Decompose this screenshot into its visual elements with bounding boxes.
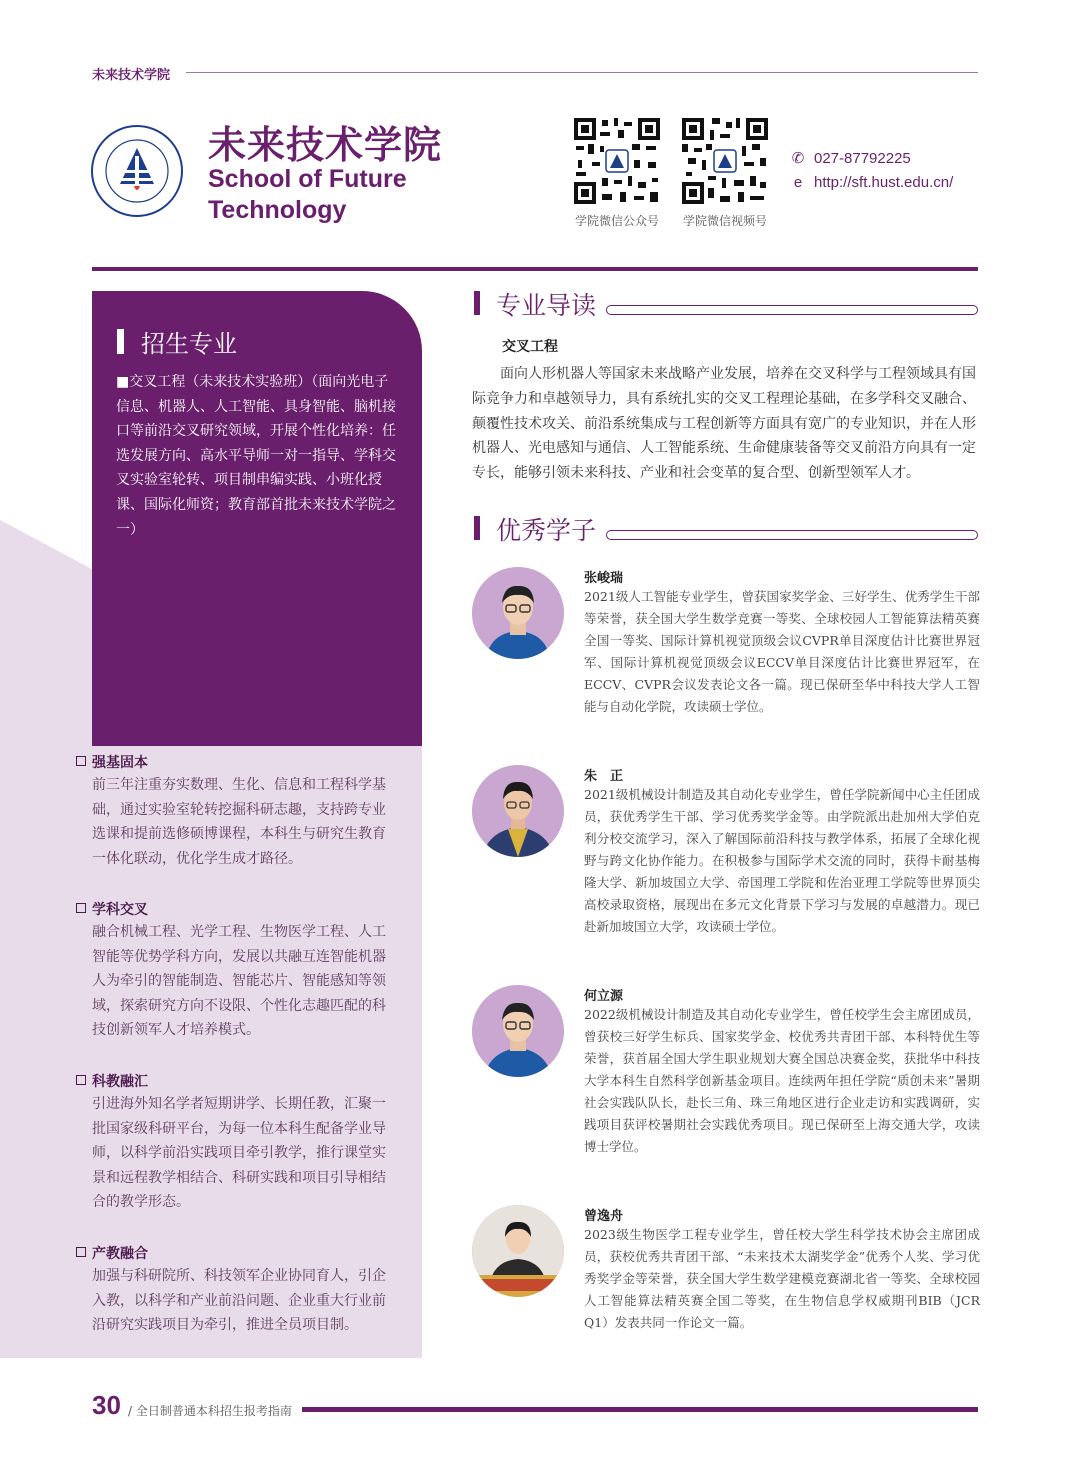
square-bullet-icon [76, 1075, 86, 1085]
major-name: 交叉工程 [502, 339, 558, 355]
section-bar [474, 516, 480, 540]
contact-website[interactable] [790, 174, 953, 191]
student-photo [472, 1205, 564, 1297]
major-guide-title: 专业导读 [496, 291, 597, 320]
students-title: 优秀学子 [496, 516, 597, 545]
feature-body: 前三年注重夯实数理、生化、信息和工程科学基础，通过实验室轮转挖掘科研志趣，支持跨专业选课和提前选修硕博课程，本科生与研究生教育一体化联动，优化学生成才路径。 [92, 777, 386, 867]
student-bio: 2023级生物医学工程专业学生，曾任校大学生科学技术协会主席团成员，获校优秀共青团干部、“未来技术太湖奖学金”优秀个人奖、学习优秀奖学金等荣誉，获全国大学生数学建模竞赛湖北省一等奖、全球校园人工智能算法精英赛全国二等奖，在生物信息学权威期刊BIB（JCR Q1）发表共同一作论文一篇。 [584, 1227, 980, 1330]
college-title-en: School of Future Technology [208, 165, 407, 224]
major-description: 面向人形机器人等国家未来战略产业发展，培养在交叉科学与工程领域具有国际竞争力和卓越领导力，具有系统扎实的交叉工程理论基础，在多学科交叉融合、颠覆性技术攻关、前沿系统集成与工程创新等方面具有宽广的专业知识，并在人形机器人、光电感知与通信、人工智能系统、生命健康装备等交叉前沿方向具有一定专长，能够引领未来科技、产业和社会变革的复合型、创新型领军人才。 [472, 366, 976, 482]
square-bullet-icon [76, 756, 86, 766]
college-title-cn: 未来技术学院 [208, 123, 443, 167]
student-name: 何立源 [584, 989, 624, 1004]
section-rule [606, 530, 978, 540]
feature-title: 强基固本 [76, 752, 148, 772]
header-rule [92, 267, 978, 271]
phone-number: 027-87792225 [814, 150, 911, 167]
student-bio: 2021级人工智能专业学生，曾获国家奖学金、三好学生、优秀学生干部等荣誉，获全国大学生数学竞赛一等奖、全球校园人工智能算法精英赛全国一等奖、国际计算机视觉顶级会议CVPR单目深度估计比赛世界冠军、国际计算机视觉顶级会议ECCV单目深度估计比赛世界冠军，在ECCV、CVPR会议发表论文各一篇。现已保研至华中科技大学人工智能与自动化学院，攻读硕士学位。 [584, 589, 980, 714]
feature-body: 加强与科研院所、科技领军企业协同育人，引企入教，以科学和产业前沿问题、企业重大行业前沿研究实践项目为牵引，推进全员项目制。 [92, 1268, 386, 1334]
top-tag: 未来技术学院 [92, 68, 171, 83]
footer-rule [302, 1407, 978, 1412]
qr-label-wechat-video: 学院微信视频号 [682, 214, 767, 228]
qr-label-wechat-account: 学院微信公众号 [574, 214, 659, 228]
square-bullet-icon [76, 1247, 86, 1257]
website-link[interactable]: http://sft.hust.edu.cn/ [814, 174, 954, 191]
square-bullet-icon [76, 903, 86, 913]
section-bar [474, 291, 480, 315]
feature-title: 产教融合 [76, 1243, 148, 1263]
student-photo [472, 765, 564, 857]
enrollment-title: 招生专业 [141, 330, 237, 358]
page-number: 30 [92, 1390, 121, 1420]
enrollment-title-bar [117, 329, 124, 354]
qr-code-wechat-account[interactable] [572, 116, 662, 206]
student-bio: 2022级机械设计制造及其自动化专业学生，曾任校学生会主席团成员，曾获校三好学生标兵、国家奖学金、校优秀共青团干部、本科特优生等荣誉，获首届全国大学生职业规划大赛全国总决赛金奖，获批华中科技大学本科生自然科学创新基金项目。连续两年担任学院“质创未来”暑期社会实践队队长，赴长三角、珠三角地区进行企业走访和实践调研，实践项目获评校暑期社会实践优秀项目。现已保研至上海交通大学，攻读博士学位。 [584, 1007, 980, 1154]
feature-body: 引进海外知名学者短期讲学、长期任教，汇聚一批国家级科研平台，为每一位本科生配备学业导师，以科学前沿实践项目牵引教学，推行课堂实景和远程教学相结合、科研实践和项目引导相结合的教学形态。 [92, 1096, 386, 1211]
globe-icon: e [793, 174, 803, 191]
contact-phone [790, 149, 911, 167]
student-name: 朱 正 [584, 769, 624, 784]
qr-code-wechat-video[interactable] [680, 116, 770, 206]
feature-title: 科教融汇 [76, 1071, 148, 1091]
student-name: 曾逸舟 [584, 1209, 624, 1224]
footer-text: / 全日制普通本科招生报考指南 [128, 1404, 292, 1418]
feature-body: 融合机械工程、光学工程、生物医学工程、人工智能等优势学科方向，发展以共融互连智能机器人为牵引的智能制造、智能芯片、智能感知等领域，探索研究方向不设限、个性化志趣匹配的科技创新领军人才培养模式。 [92, 924, 386, 1039]
section-rule [606, 305, 978, 315]
student-name: 张峻瑞 [584, 571, 624, 586]
student-photo [472, 985, 564, 1077]
top-rule [186, 72, 978, 73]
feature-title: 学科交叉 [76, 899, 148, 919]
enrollment-body: ■交叉工程（未来技术实验班）（面向光电子信息、机器人、人工智能、具身智能、脑机接口等前沿交叉研究领域，开展个性化培养：任选发展方向、高水平导师一对一指导、学科交叉实验室轮转、项目制串编实践、小班化授课、国际化师资；教育部首批未来技术学院之一） [116, 374, 396, 538]
student-photo [472, 567, 564, 659]
phone-icon: ✆ [791, 150, 805, 167]
student-bio: 2021级机械设计制造及其自动化专业学生，曾任学院新闻中心主任团成员，获优秀学生干部、学习优秀奖学金等。由学院派出赴加州大学伯克利分校交流学习，深入了解国际前沿科技与教学体系，拓展了全球化视野与跨文化协作能力。在积极参与国际学术交流的同时，获得卡耐基梅隆大学、新加坡国立大学、帝国理工学院和佐治亚理工学院等世界顶尖高校录取资格，展现出在多元文化背景下学习与发展的卓越潜力。现已赴新加坡国立大学，攻读硕士学位。 [584, 787, 980, 934]
college-logo [90, 124, 184, 218]
